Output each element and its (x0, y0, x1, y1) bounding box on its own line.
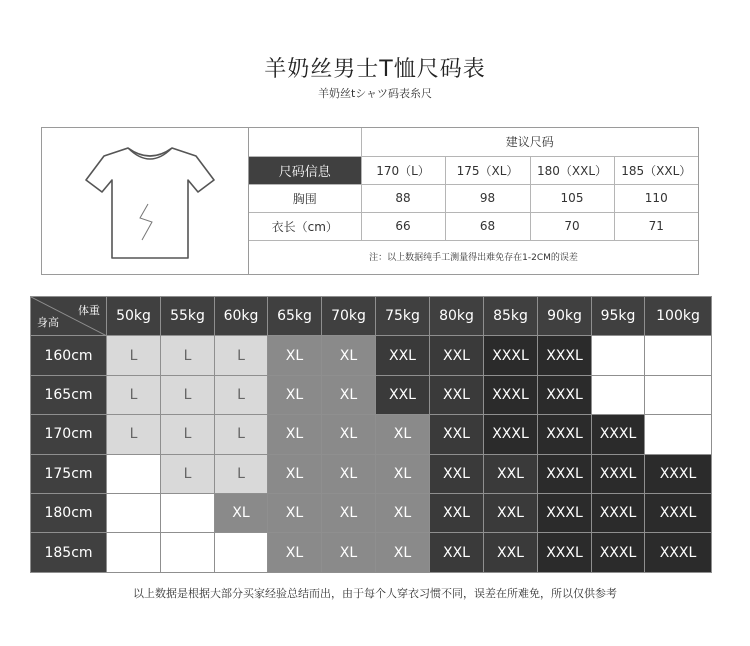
height-label: 180cm (31, 493, 107, 532)
size-info-cell: 66 (361, 212, 445, 240)
size-cell: XXXL (538, 415, 592, 454)
height-label: 170cm (31, 415, 107, 454)
empty-cell (592, 336, 645, 375)
size-cell: XL (322, 493, 376, 532)
size-cell: XL (376, 415, 430, 454)
weight-header: 75kg (376, 297, 430, 336)
size-cell: XXL (430, 415, 484, 454)
weight-header: 55kg (161, 297, 215, 336)
size-cell: XL (268, 533, 322, 572)
weight-header: 65kg (268, 297, 322, 336)
size-cell: XL (322, 454, 376, 493)
empty-cell (215, 533, 268, 572)
size-cell: XL (322, 336, 376, 375)
size-cell: L (107, 415, 161, 454)
size-cell: XXL (484, 533, 538, 572)
height-weight-grid (30, 296, 712, 573)
size-cell: XXXL (538, 533, 592, 572)
weight-header: 50kg (107, 297, 161, 336)
size-info-cell: 71 (614, 212, 698, 240)
size-cell: L (161, 375, 215, 414)
empty-cell (161, 493, 215, 532)
size-cell: XL (268, 454, 322, 493)
size-cell: L (107, 375, 161, 414)
empty-cell (645, 415, 712, 454)
size-info-cell: 70 (530, 212, 614, 240)
height-label: 160cm (31, 336, 107, 375)
size-info-label: 衣长（cm） (249, 212, 361, 240)
size-cell: XL (268, 375, 322, 414)
size-cell: L (215, 375, 268, 414)
size-info-row (249, 156, 698, 184)
empty-cell (645, 375, 712, 414)
height-row (31, 415, 712, 454)
size-info-cell: 180（XXL） (530, 156, 614, 184)
size-info-cell: 68 (445, 212, 530, 240)
size-cell: XL (268, 415, 322, 454)
size-cell: XXXL (538, 454, 592, 493)
weight-header-row (31, 297, 712, 336)
size-cell: XL (322, 533, 376, 572)
size-info-header: 建议尺码 (361, 128, 698, 156)
size-cell: XXXL (592, 415, 645, 454)
footer-note: 以上数据是根据大部分买家经验总结而出，由于每个人穿衣习惯不同，误差在所难免，所以仅供参考 (133, 587, 617, 600)
size-cell: XXXL (538, 493, 592, 532)
shirt-illustration (42, 128, 249, 274)
size-cell: XL (268, 493, 322, 532)
size-cell: XXL (430, 375, 484, 414)
size-cell: XXL (376, 336, 430, 375)
height-row (31, 336, 712, 375)
corner-weight-label: 体重 (78, 304, 100, 317)
size-info-cell: 88 (361, 184, 445, 212)
empty-cell (107, 533, 161, 572)
size-cell: L (161, 415, 215, 454)
size-info-cell: 175（XL） (445, 156, 530, 184)
height-row (31, 375, 712, 414)
size-cell: XXL (430, 454, 484, 493)
size-cell: XXXL (645, 493, 712, 532)
size-cell: L (161, 454, 215, 493)
size-cell: XL (215, 493, 268, 532)
size-cell: XXXL (645, 454, 712, 493)
size-cell: L (215, 336, 268, 375)
weight-header: 90kg (538, 297, 592, 336)
size-cell: XL (376, 533, 430, 572)
height-label: 185cm (31, 533, 107, 572)
empty-cell (107, 493, 161, 532)
size-cell: XXL (430, 336, 484, 375)
measurement-note: 注：以上数据纯手工测量得出难免存在1-2CM的误差 (249, 240, 698, 272)
size-cell: L (215, 415, 268, 454)
size-info-cell: 110 (614, 184, 698, 212)
size-cell: XXXL (484, 375, 538, 414)
size-cell: L (215, 454, 268, 493)
size-cell: XXXL (592, 493, 645, 532)
size-cell: XXXL (592, 454, 645, 493)
height-row (31, 454, 712, 493)
size-cell: XXL (430, 493, 484, 532)
size-info-cell: 185（XXL） (614, 156, 698, 184)
corner-height-label: 身高 (37, 316, 59, 330)
height-label: 175cm (31, 454, 107, 493)
size-cell: XXL (430, 533, 484, 572)
size-cell: XXXL (538, 375, 592, 414)
page-subtitle: 羊奶丝tシャツ码表糸尺 (317, 87, 433, 100)
height-label: 165cm (31, 375, 107, 414)
empty-cell (107, 454, 161, 493)
size-cell: XL (376, 493, 430, 532)
size-info-cell: 105 (530, 184, 614, 212)
size-cell: XL (322, 375, 376, 414)
height-row (31, 533, 712, 572)
size-cell: L (161, 336, 215, 375)
size-cell: XXXL (538, 336, 592, 375)
empty-cell (592, 375, 645, 414)
size-cell: XXXL (484, 415, 538, 454)
size-info-row (249, 184, 698, 212)
size-cell: XXXL (645, 533, 712, 572)
size-cell: XXXL (484, 336, 538, 375)
tshirt-outline-icon (80, 140, 220, 265)
weight-header: 95kg (592, 297, 645, 336)
weight-header: 70kg (322, 297, 376, 336)
size-cell: XXXL (592, 533, 645, 572)
weight-header: 100kg (645, 297, 712, 336)
empty-cell (645, 336, 712, 375)
page-title: 羊奶丝男士T恤尺码表 (264, 57, 486, 82)
size-info-cell: 98 (445, 184, 530, 212)
size-info-blank (249, 128, 361, 156)
height-row (31, 493, 712, 532)
size-cell: XXL (484, 493, 538, 532)
grid-corner (31, 297, 107, 336)
size-info-label: 胸围 (249, 184, 361, 212)
empty-cell (161, 533, 215, 572)
size-info-table (249, 128, 698, 272)
size-info-row (249, 212, 698, 240)
weight-header: 85kg (484, 297, 538, 336)
size-cell: XL (376, 454, 430, 493)
size-cell: XXL (376, 375, 430, 414)
size-info-cell: 170（L） (361, 156, 445, 184)
size-info-label: 尺码信息 (249, 156, 361, 184)
size-cell: XXL (484, 454, 538, 493)
weight-header: 80kg (430, 297, 484, 336)
size-cell: XL (268, 336, 322, 375)
size-cell: XL (322, 415, 376, 454)
size-cell: L (107, 336, 161, 375)
weight-header: 60kg (215, 297, 268, 336)
size-info-panel (41, 127, 699, 275)
